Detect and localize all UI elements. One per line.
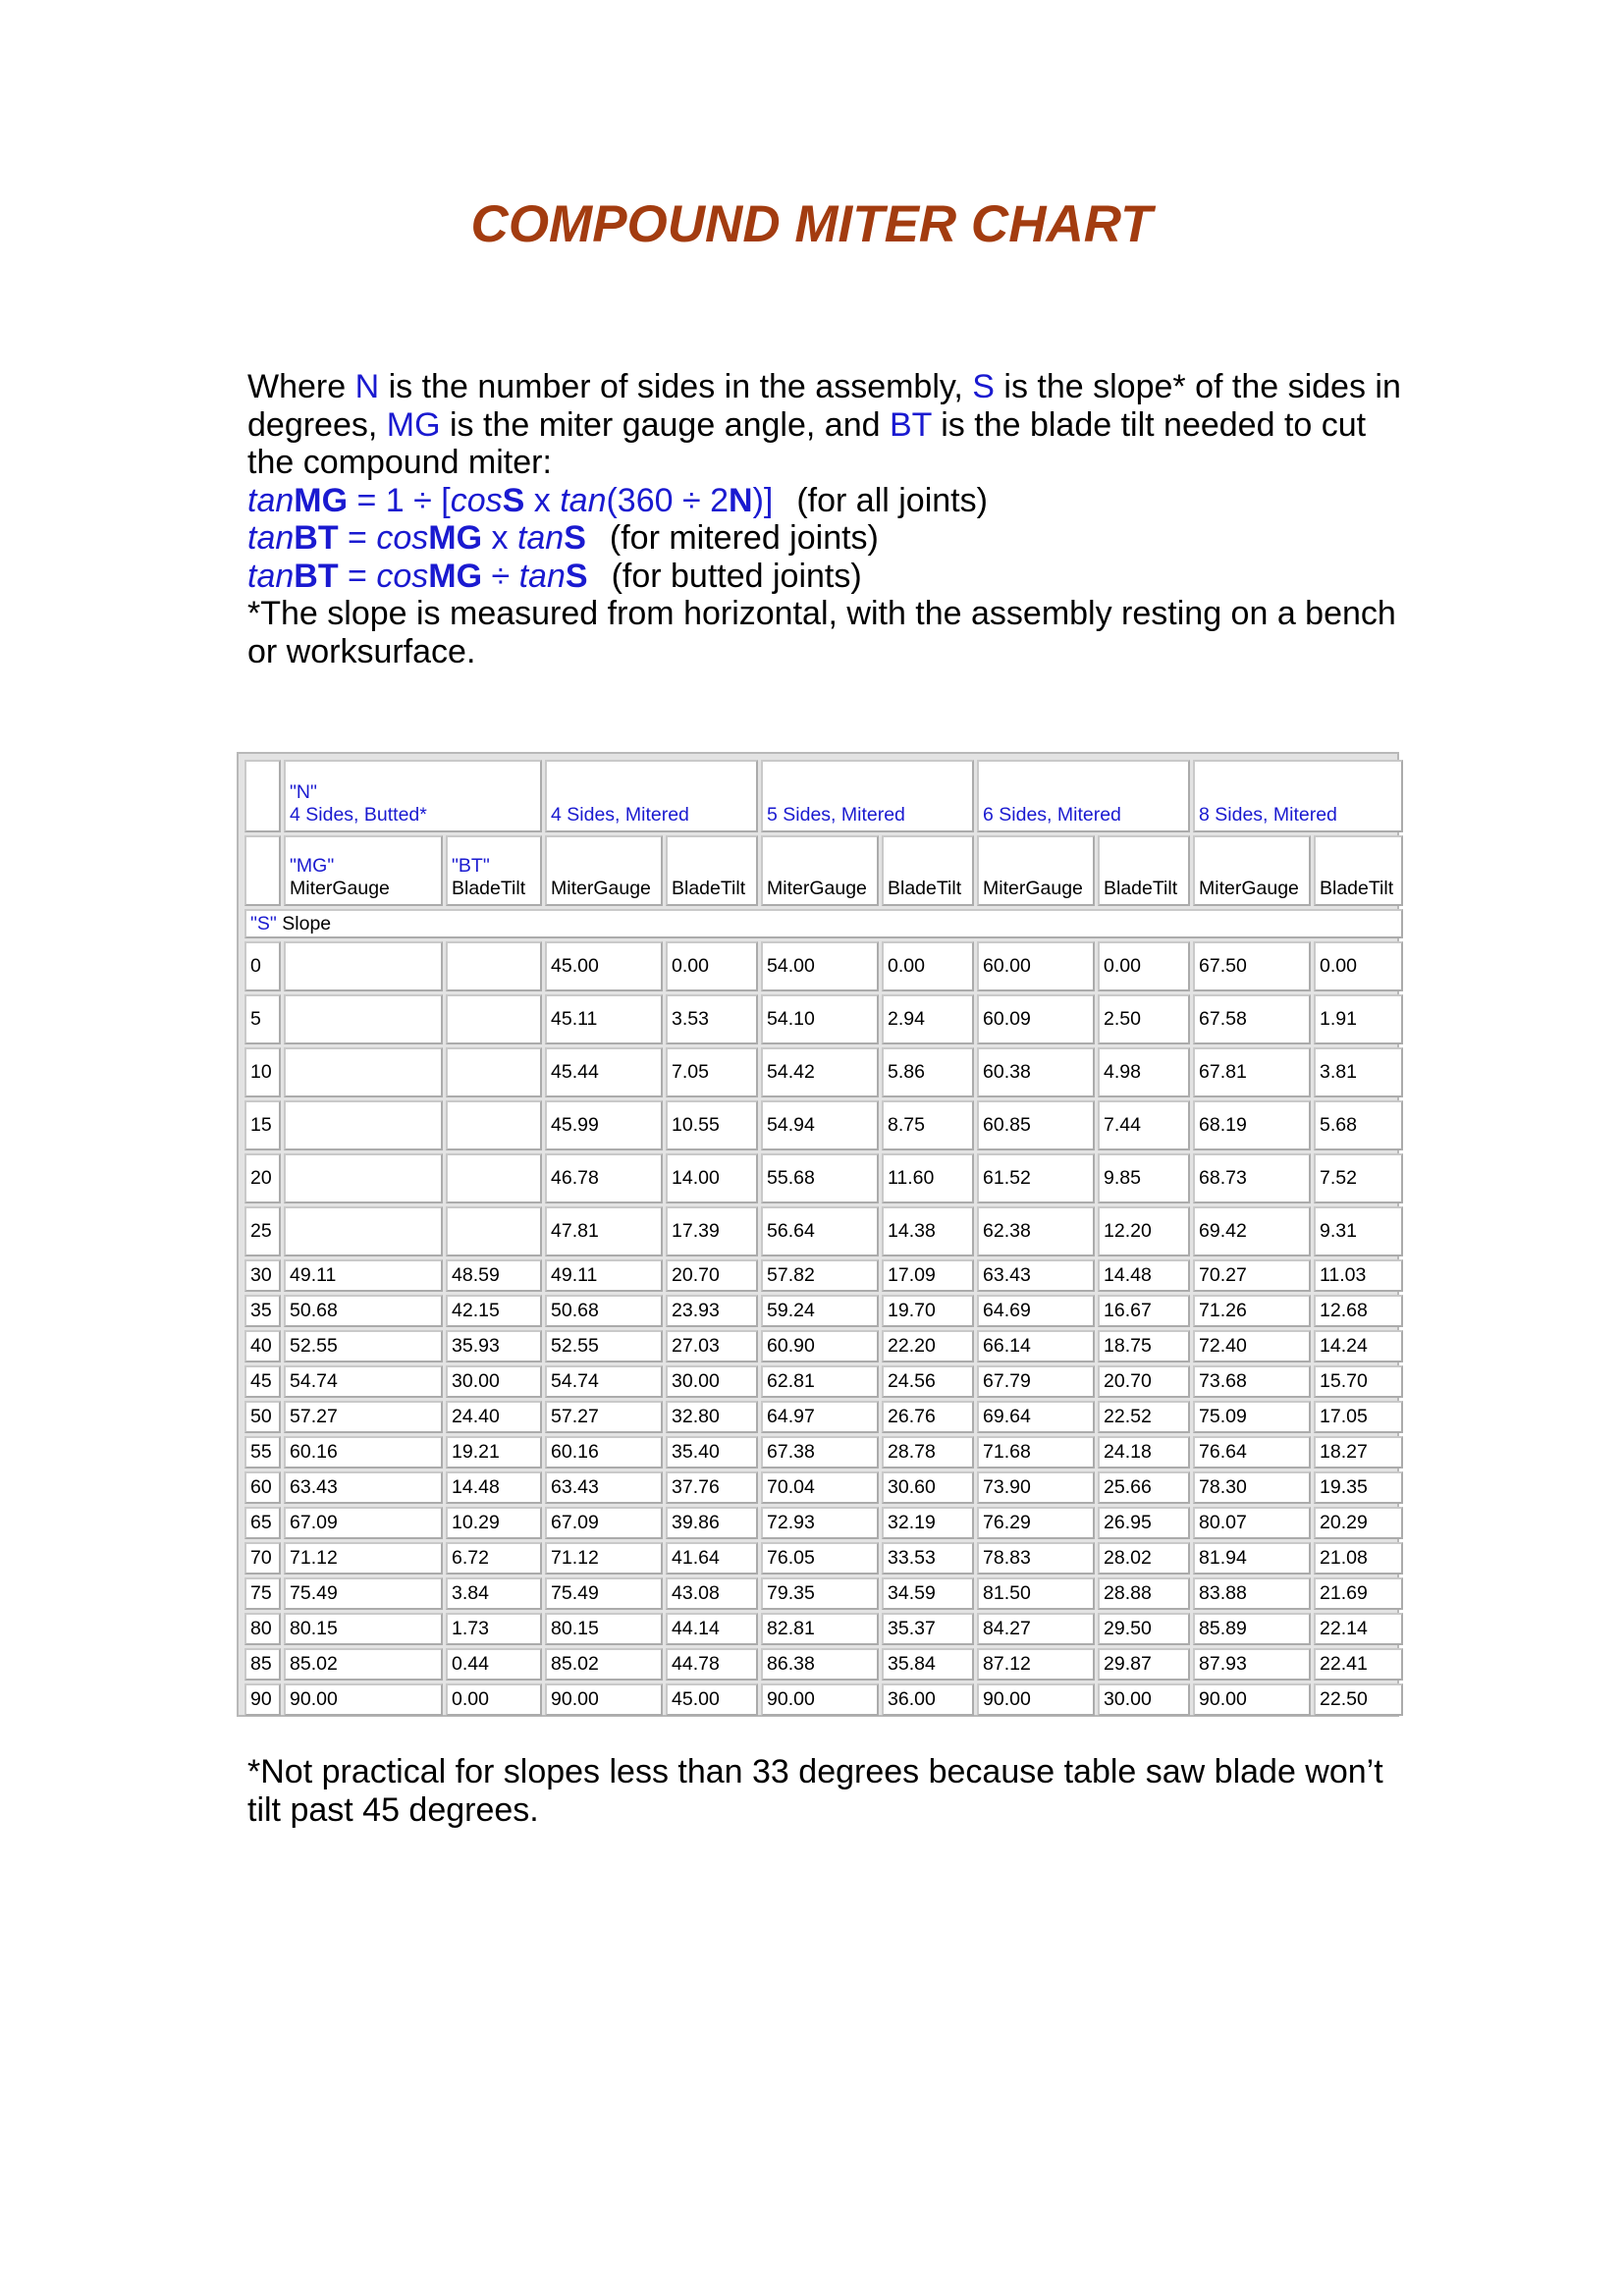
cell-m8-mg: 70.27: [1193, 1259, 1311, 1292]
cell-m8-bt: 3.81: [1314, 1047, 1403, 1097]
cell-m6-mg: 76.29: [977, 1507, 1095, 1539]
cell-m8-bt: 9.31: [1314, 1206, 1403, 1256]
cell-m8-bt: 18.27: [1314, 1436, 1403, 1468]
cell-m5-mg: 54.10: [761, 994, 879, 1044]
table-row: [244, 1100, 1403, 1150]
cell-butted-mg: 52.55: [284, 1330, 443, 1362]
cell-butted-bt: 35.93: [446, 1330, 542, 1362]
cell-butted-bt: 10.29: [446, 1507, 542, 1539]
cell-m5-mg: 55.68: [761, 1153, 879, 1203]
cell-slope: 65: [244, 1507, 281, 1539]
cell-m8-mg: 68.73: [1193, 1153, 1311, 1203]
cell-butted-mg: [284, 994, 443, 1044]
cell-m4-mg: 45.44: [545, 1047, 663, 1097]
table-row: [244, 1507, 1403, 1539]
cell-butted-mg: 67.09: [284, 1507, 443, 1539]
cell-m8-mg: 69.42: [1193, 1206, 1311, 1256]
cell-m8-mg: 80.07: [1193, 1507, 1311, 1539]
cell-m5-bt: 2.94: [882, 994, 974, 1044]
cell-m8-mg: 73.68: [1193, 1365, 1311, 1398]
cell-m8-mg: 72.40: [1193, 1330, 1311, 1362]
cell-m4-bt: 3.53: [666, 994, 758, 1044]
cell-m6-mg: 67.79: [977, 1365, 1095, 1398]
cell-m5-mg: 64.97: [761, 1401, 879, 1433]
cell-slope: 5: [244, 994, 281, 1044]
footnote: *Not practical for slopes less than 33 degrees because table saw blade won’t tilt past 45 degrees.: [247, 1753, 1383, 1829]
cell-m5-bt: 5.86: [882, 1047, 974, 1097]
cell-m4-mg: 85.02: [545, 1648, 663, 1681]
cell-m5-mg: 60.90: [761, 1330, 879, 1362]
cell-m6-mg: 90.00: [977, 1683, 1095, 1716]
cell-butted-mg: [284, 1047, 443, 1097]
definitions-paragraph: Where N is the number of sides in the assembly, S is the slope* of the sides in degrees, MG is the miter gauge angle, and BT is the blade tilt needed to cut the compound miter:: [247, 368, 1401, 481]
cell-m8-mg: 67.50: [1193, 941, 1311, 991]
cell-m6-bt: 2.50: [1098, 994, 1190, 1044]
cell-m5-bt: 14.38: [882, 1206, 974, 1256]
cell-m4-bt: 10.55: [666, 1100, 758, 1150]
cell-m8-bt: 0.00: [1314, 941, 1403, 991]
cell-slope: 10: [244, 1047, 281, 1097]
col-header-5-mg: MiterGauge: [761, 835, 879, 906]
cell-m6-mg: 87.12: [977, 1648, 1095, 1681]
cell-m4-mg: 54.74: [545, 1365, 663, 1398]
col-header-mg: "MG" MiterGauge: [284, 835, 443, 906]
cell-m4-mg: 45.11: [545, 994, 663, 1044]
cell-m4-mg: 67.09: [545, 1507, 663, 1539]
cell-m6-bt: 29.87: [1098, 1648, 1190, 1681]
slope-header-row: [244, 909, 1403, 938]
cell-m5-bt: 17.09: [882, 1259, 974, 1292]
cell-m5-mg: 70.04: [761, 1471, 879, 1504]
cell-m4-bt: 23.93: [666, 1295, 758, 1327]
cell-m8-bt: 17.05: [1314, 1401, 1403, 1433]
cell-slope: 60: [244, 1471, 281, 1504]
cell-m5-mg: 79.35: [761, 1577, 879, 1610]
cell-m5-bt: 36.00: [882, 1683, 974, 1716]
cell-m8-bt: 11.03: [1314, 1259, 1403, 1292]
col-header-6-mg: MiterGauge: [977, 835, 1095, 906]
cell-m8-bt: 19.35: [1314, 1471, 1403, 1504]
cell-butted-bt: 14.48: [446, 1471, 542, 1504]
col-header-5-bt: BladeTilt: [882, 835, 974, 906]
cell-slope: 70: [244, 1542, 281, 1575]
cell-m6-bt: 0.00: [1098, 941, 1190, 991]
col-header-4-mg: MiterGauge: [545, 835, 663, 906]
cell-m5-mg: 56.64: [761, 1206, 879, 1256]
cell-m4-mg: 45.00: [545, 941, 663, 991]
cell-m5-bt: 33.53: [882, 1542, 974, 1575]
cell-m8-bt: 22.50: [1314, 1683, 1403, 1716]
cell-m6-bt: 9.85: [1098, 1153, 1190, 1203]
cell-m6-bt: 28.88: [1098, 1577, 1190, 1610]
col-header-8-mg: MiterGauge: [1193, 835, 1311, 906]
cell-m5-bt: 28.78: [882, 1436, 974, 1468]
cell-m8-bt: 12.68: [1314, 1295, 1403, 1327]
cell-m8-bt: 20.29: [1314, 1507, 1403, 1539]
slope-note: *The slope is measured from horizontal, with the assembly resting on a bench or worksurface.: [247, 595, 1396, 670]
cell-m5-mg: 59.24: [761, 1295, 879, 1327]
cell-m5-bt: 30.60: [882, 1471, 974, 1504]
cell-m6-bt: 29.50: [1098, 1613, 1190, 1645]
cell-m8-mg: 67.58: [1193, 994, 1311, 1044]
cell-m4-bt: 20.70: [666, 1259, 758, 1292]
table-row: [244, 1471, 1403, 1504]
cell-m4-mg: 46.78: [545, 1153, 663, 1203]
cell-m6-mg: 71.68: [977, 1436, 1095, 1468]
cell-m8-bt: 14.24: [1314, 1330, 1403, 1362]
cell-butted-bt: 0.00: [446, 1683, 542, 1716]
cell-m4-mg: 90.00: [545, 1683, 663, 1716]
table-row: [244, 1259, 1403, 1292]
cell-m6-mg: 60.85: [977, 1100, 1095, 1150]
cell-slope: 75: [244, 1577, 281, 1610]
cell-m4-mg: 50.68: [545, 1295, 663, 1327]
cell-butted-bt: 3.84: [446, 1577, 542, 1610]
cell-m8-mg: 76.64: [1193, 1436, 1311, 1468]
cell-m5-bt: 32.19: [882, 1507, 974, 1539]
cell-m4-mg: 45.99: [545, 1100, 663, 1150]
cell-butted-mg: 85.02: [284, 1648, 443, 1681]
cell-m4-mg: 47.81: [545, 1206, 663, 1256]
cell-m4-bt: 45.00: [666, 1683, 758, 1716]
cell-m5-mg: 54.00: [761, 941, 879, 991]
cell-slope: 80: [244, 1613, 281, 1645]
cell-butted-bt: [446, 1047, 542, 1097]
cell-m4-bt: 0.00: [666, 941, 758, 991]
cell-m5-bt: 0.00: [882, 941, 974, 991]
formula-butted-joints: tanBT = cosMG ÷ tanS (for butted joints): [247, 557, 862, 595]
cell-m8-mg: 85.89: [1193, 1613, 1311, 1645]
cell-m6-bt: 20.70: [1098, 1365, 1190, 1398]
cell-butted-bt: 42.15: [446, 1295, 542, 1327]
cell-m5-bt: 24.56: [882, 1365, 974, 1398]
cell-slope: 30: [244, 1259, 281, 1292]
cell-m8-mg: 67.81: [1193, 1047, 1311, 1097]
cell-slope: 15: [244, 1100, 281, 1150]
cell-m8-mg: 90.00: [1193, 1683, 1311, 1716]
cell-m5-bt: 35.84: [882, 1648, 974, 1681]
cell-butted-bt: 24.40: [446, 1401, 542, 1433]
cell-m4-mg: 60.16: [545, 1436, 663, 1468]
cell-butted-mg: [284, 1100, 443, 1150]
cell-slope: 25: [244, 1206, 281, 1256]
cell-m5-bt: 8.75: [882, 1100, 974, 1150]
page-title: COMPOUND MITER CHART: [470, 195, 1153, 253]
cell-butted-mg: 80.15: [284, 1613, 443, 1645]
cell-slope: 20: [244, 1153, 281, 1203]
cell-m4-mg: 57.27: [545, 1401, 663, 1433]
cell-m5-bt: 11.60: [882, 1153, 974, 1203]
cell-m5-mg: 54.42: [761, 1047, 879, 1097]
table-row: [244, 1365, 1403, 1398]
cell-m6-mg: 78.83: [977, 1542, 1095, 1575]
cell-slope: 90: [244, 1683, 281, 1716]
cell-butted-mg: 90.00: [284, 1683, 443, 1716]
cell-m4-bt: 39.86: [666, 1507, 758, 1539]
cell-butted-mg: 54.74: [284, 1365, 443, 1398]
cell-m6-bt: 25.66: [1098, 1471, 1190, 1504]
cell-m6-bt: 4.98: [1098, 1047, 1190, 1097]
cell-slope: 35: [244, 1295, 281, 1327]
cell-m6-bt: 12.20: [1098, 1206, 1190, 1256]
cell-m4-bt: 17.39: [666, 1206, 758, 1256]
corner-cell: [244, 760, 281, 832]
cell-m5-mg: 82.81: [761, 1613, 879, 1645]
cell-butted-bt: [446, 994, 542, 1044]
cell-m4-bt: 44.14: [666, 1613, 758, 1645]
table-row: [244, 994, 1403, 1044]
intro-text: [247, 368, 1406, 670]
cell-m4-bt: 41.64: [666, 1542, 758, 1575]
col-header-8-bt: BladeTilt: [1314, 835, 1403, 906]
cell-butted-mg: [284, 941, 443, 991]
cell-m4-mg: 80.15: [545, 1613, 663, 1645]
cell-butted-bt: 19.21: [446, 1436, 542, 1468]
cell-butted-bt: [446, 941, 542, 991]
cell-m4-bt: 35.40: [666, 1436, 758, 1468]
cell-slope: 0: [244, 941, 281, 991]
col-header-6-bt: BladeTilt: [1098, 835, 1190, 906]
cell-m5-mg: 72.93: [761, 1507, 879, 1539]
formula-all-joints: tanMG = 1 ÷ [cosS x tan(360 ÷ 2N)] (for all joints): [247, 481, 988, 519]
table-row: [244, 1613, 1403, 1645]
formula-mitered-joints: tanBT = cosMG x tanS (for mitered joints): [247, 519, 879, 557]
cell-m8-mg: 68.19: [1193, 1100, 1311, 1150]
cell-m5-mg: 54.94: [761, 1100, 879, 1150]
cell-m4-bt: 30.00: [666, 1365, 758, 1398]
cell-m8-bt: 22.41: [1314, 1648, 1403, 1681]
cell-butted-mg: 60.16: [284, 1436, 443, 1468]
cell-butted-bt: [446, 1153, 542, 1203]
cell-m5-mg: 67.38: [761, 1436, 879, 1468]
cell-m6-mg: 62.38: [977, 1206, 1095, 1256]
cell-m4-mg: 49.11: [545, 1259, 663, 1292]
cell-m8-bt: 22.14: [1314, 1613, 1403, 1645]
cell-m6-bt: 16.67: [1098, 1295, 1190, 1327]
cell-m6-mg: 61.52: [977, 1153, 1095, 1203]
cell-m4-bt: 32.80: [666, 1401, 758, 1433]
cell-m5-mg: 86.38: [761, 1648, 879, 1681]
cell-m4-mg: 63.43: [545, 1471, 663, 1504]
table-row: [244, 1683, 1403, 1716]
cell-m5-bt: 19.70: [882, 1295, 974, 1327]
cell-m4-mg: 75.49: [545, 1577, 663, 1610]
table-row: [244, 1577, 1403, 1610]
cell-butted-mg: [284, 1206, 443, 1256]
group-header-8-mitered: 8 Sides, Mitered: [1193, 760, 1403, 832]
cell-m4-bt: 14.00: [666, 1153, 758, 1203]
cell-m8-bt: 21.08: [1314, 1542, 1403, 1575]
table-row: [244, 1330, 1403, 1362]
cell-butted-bt: [446, 1206, 542, 1256]
cell-m4-bt: 37.76: [666, 1471, 758, 1504]
cell-m8-mg: 83.88: [1193, 1577, 1311, 1610]
cell-m6-mg: 66.14: [977, 1330, 1095, 1362]
cell-butted-bt: 1.73: [446, 1613, 542, 1645]
cell-slope: 50: [244, 1401, 281, 1433]
col-header-bt: "BT" BladeTilt: [446, 835, 542, 906]
cell-m6-mg: 69.64: [977, 1401, 1095, 1433]
col-header-4-bt: BladeTilt: [666, 835, 758, 906]
cell-m6-mg: 81.50: [977, 1577, 1095, 1610]
cell-m6-bt: 26.95: [1098, 1507, 1190, 1539]
cell-m6-bt: 18.75: [1098, 1330, 1190, 1362]
cell-slope: 55: [244, 1436, 281, 1468]
table-row: [244, 1153, 1403, 1203]
cell-butted-mg: 49.11: [284, 1259, 443, 1292]
cell-butted-mg: 57.27: [284, 1401, 443, 1433]
cell-m6-mg: 60.09: [977, 994, 1095, 1044]
cell-m6-bt: 24.18: [1098, 1436, 1190, 1468]
cell-m8-mg: 75.09: [1193, 1401, 1311, 1433]
group-header-butted: "N" 4 Sides, Butted*: [284, 760, 542, 832]
cell-butted-mg: 63.43: [284, 1471, 443, 1504]
table-row: [244, 1206, 1403, 1256]
cell-butted-bt: 6.72: [446, 1542, 542, 1575]
miter-chart-table: [237, 752, 1399, 1717]
cell-m6-mg: 60.38: [977, 1047, 1095, 1097]
table-row: [244, 1436, 1403, 1468]
group-header-row: [244, 760, 1403, 832]
cell-butted-mg: 50.68: [284, 1295, 443, 1327]
table-row: [244, 1047, 1403, 1097]
cell-m6-bt: 30.00: [1098, 1683, 1190, 1716]
cell-m8-bt: 1.91: [1314, 994, 1403, 1044]
cell-butted-bt: [446, 1100, 542, 1150]
cell-butted-bt: 48.59: [446, 1259, 542, 1292]
cell-butted-mg: [284, 1153, 443, 1203]
cell-m8-mg: 81.94: [1193, 1542, 1311, 1575]
cell-m5-bt: 35.37: [882, 1613, 974, 1645]
corner-cell: [244, 835, 281, 906]
cell-m8-bt: 21.69: [1314, 1577, 1403, 1610]
cell-m6-mg: 63.43: [977, 1259, 1095, 1292]
table-row: [244, 1648, 1403, 1681]
cell-m6-mg: 84.27: [977, 1613, 1095, 1645]
cell-m6-bt: 22.52: [1098, 1401, 1190, 1433]
table-row: [244, 1295, 1403, 1327]
table-row: [244, 1542, 1403, 1575]
group-header-5-mitered: 5 Sides, Mitered: [761, 760, 974, 832]
cell-slope: 45: [244, 1365, 281, 1398]
cell-m8-mg: 78.30: [1193, 1471, 1311, 1504]
cell-butted-mg: 71.12: [284, 1542, 443, 1575]
cell-m4-mg: 52.55: [545, 1330, 663, 1362]
cell-slope: 85: [244, 1648, 281, 1681]
cell-m8-bt: 5.68: [1314, 1100, 1403, 1150]
cell-m8-mg: 71.26: [1193, 1295, 1311, 1327]
cell-m5-bt: 26.76: [882, 1401, 974, 1433]
cell-m5-bt: 22.20: [882, 1330, 974, 1362]
cell-m8-bt: 7.52: [1314, 1153, 1403, 1203]
cell-slope: 40: [244, 1330, 281, 1362]
cell-m6-bt: 28.02: [1098, 1542, 1190, 1575]
cell-m8-bt: 15.70: [1314, 1365, 1403, 1398]
cell-m4-bt: 44.78: [666, 1648, 758, 1681]
cell-m5-mg: 76.05: [761, 1542, 879, 1575]
cell-m5-bt: 34.59: [882, 1577, 974, 1610]
cell-m4-mg: 71.12: [545, 1542, 663, 1575]
cell-m4-bt: 7.05: [666, 1047, 758, 1097]
cell-m6-bt: 14.48: [1098, 1259, 1190, 1292]
group-header-4-mitered: 4 Sides, Mitered: [545, 760, 758, 832]
table-row: [244, 941, 1403, 991]
cell-butted-bt: 0.44: [446, 1648, 542, 1681]
cell-m5-mg: 57.82: [761, 1259, 879, 1292]
cell-butted-mg: 75.49: [284, 1577, 443, 1610]
table-row: [244, 1401, 1403, 1433]
slope-header-cell: "S" Slope: [244, 909, 1403, 938]
cell-butted-bt: 30.00: [446, 1365, 542, 1398]
column-header-row: [244, 835, 1403, 906]
group-header-6-mitered: 6 Sides, Mitered: [977, 760, 1190, 832]
cell-m8-mg: 87.93: [1193, 1648, 1311, 1681]
cell-m6-mg: 73.90: [977, 1471, 1095, 1504]
cell-m4-bt: 43.08: [666, 1577, 758, 1610]
cell-m6-mg: 64.69: [977, 1295, 1095, 1327]
cell-m5-mg: 62.81: [761, 1365, 879, 1398]
cell-m5-mg: 90.00: [761, 1683, 879, 1716]
cell-m4-bt: 27.03: [666, 1330, 758, 1362]
cell-m6-mg: 60.00: [977, 941, 1095, 991]
cell-m6-bt: 7.44: [1098, 1100, 1190, 1150]
